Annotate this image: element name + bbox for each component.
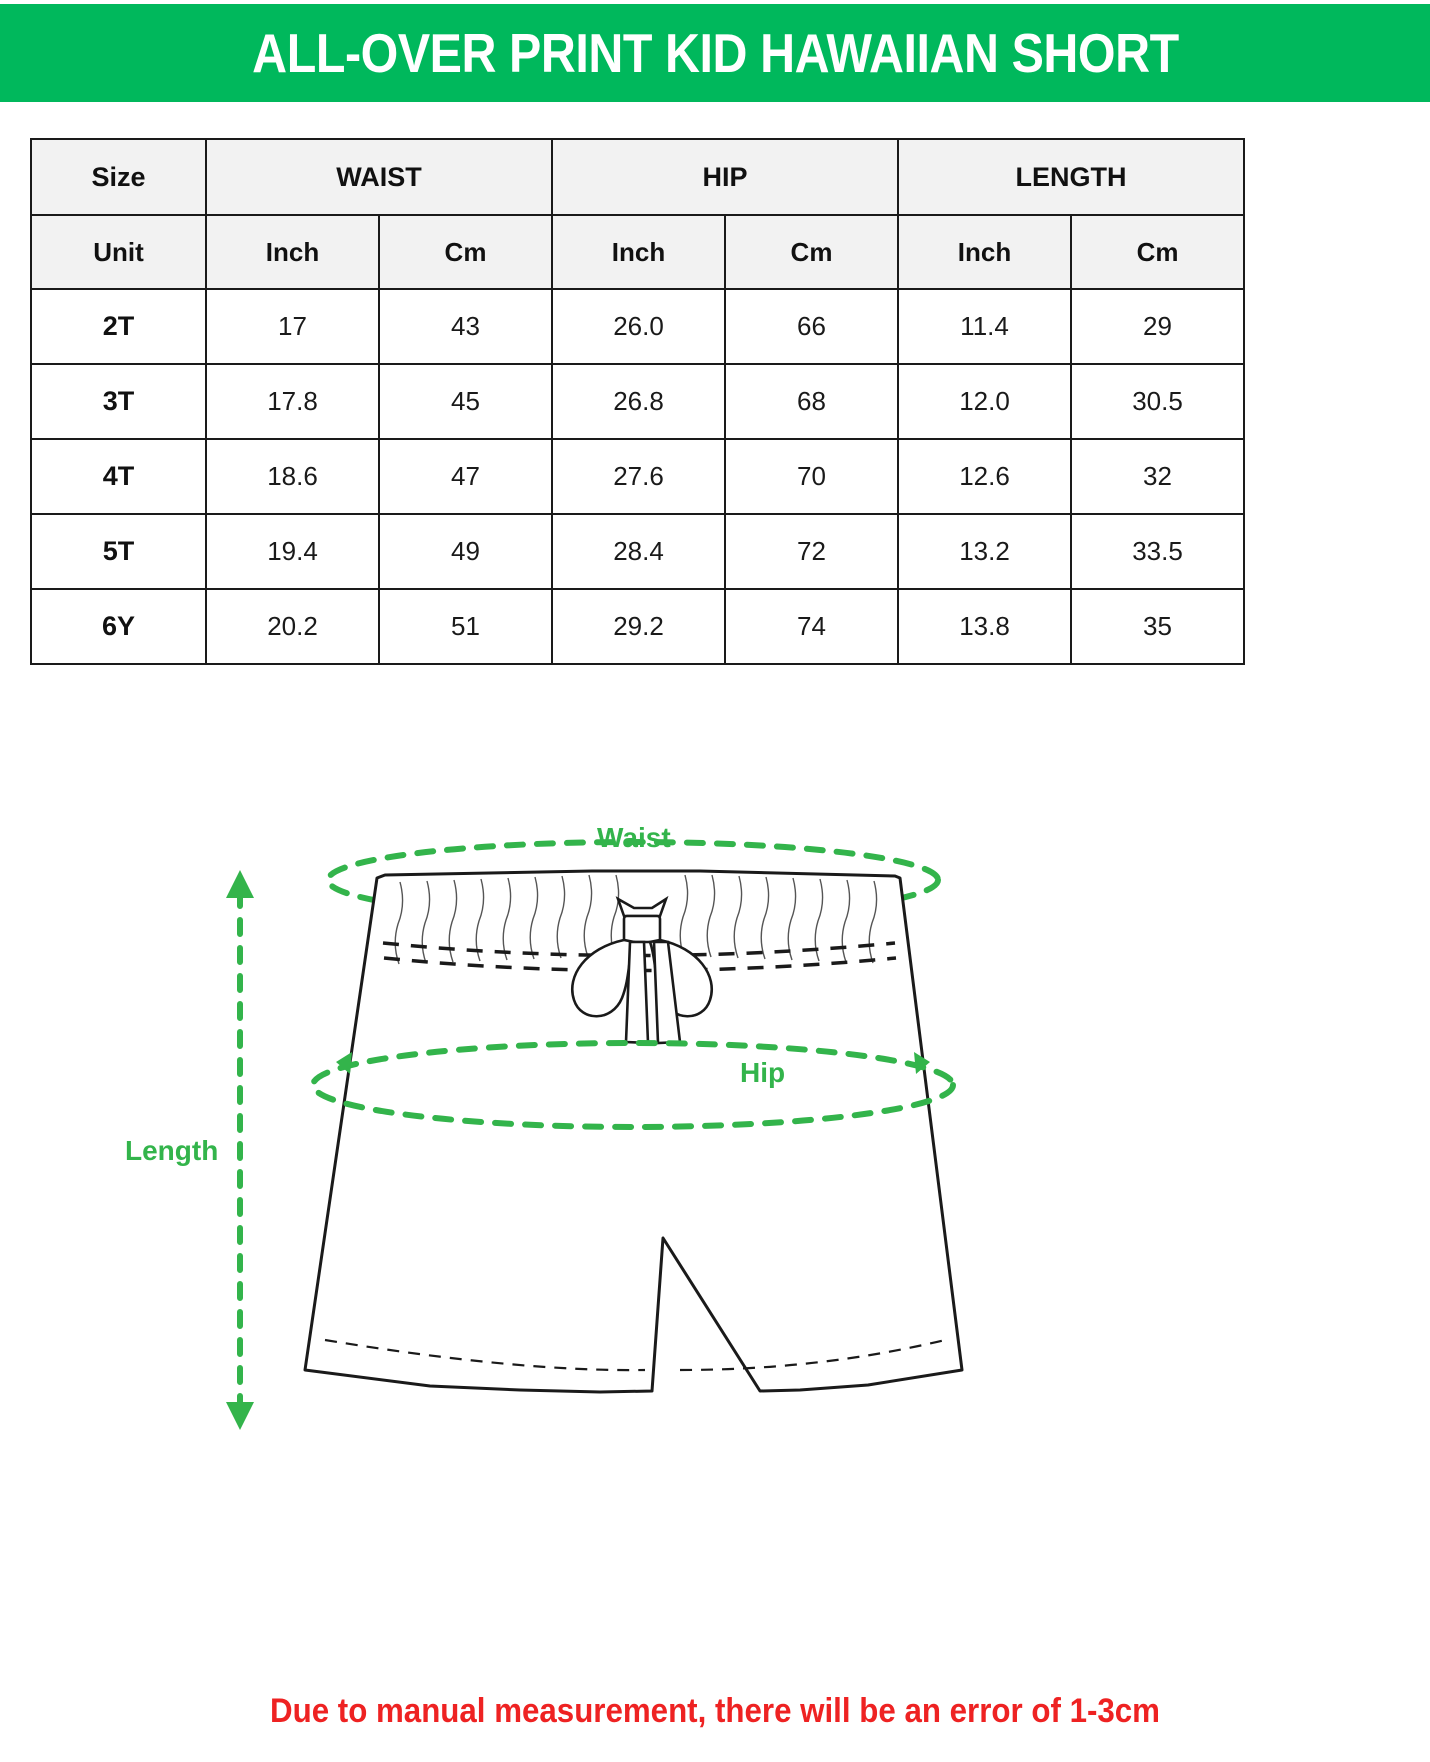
cell-waist-cm: 43 xyxy=(379,289,552,364)
table-row xyxy=(31,289,1244,364)
table-group-header-row xyxy=(31,139,1244,215)
hip-label: Hip xyxy=(740,1057,786,1088)
cell-length-inch: 13.8 xyxy=(898,589,1071,664)
cell-length-cm: 30.5 xyxy=(1071,364,1244,439)
header-unit-length-cm: Cm xyxy=(1071,215,1244,289)
cell-waist-inch: 17 xyxy=(206,289,379,364)
cell-size: 6Y xyxy=(31,589,206,664)
cell-waist-inch: 18.6 xyxy=(206,439,379,514)
header-group-length: LENGTH xyxy=(898,139,1244,215)
cell-length-inch: 13.2 xyxy=(898,514,1071,589)
cell-hip-inch: 28.4 xyxy=(552,514,725,589)
cell-waist-cm: 49 xyxy=(379,514,552,589)
header-unit-waist-inch: Inch xyxy=(206,215,379,289)
cell-length-inch: 12.0 xyxy=(898,364,1071,439)
cell-hip-cm: 70 xyxy=(725,439,898,514)
header-unit-length-inch: Inch xyxy=(898,215,1071,289)
table-row xyxy=(31,439,1244,514)
cell-size: 3T xyxy=(31,364,206,439)
header-unit-waist-cm: Cm xyxy=(379,215,552,289)
header-size: Size xyxy=(31,139,206,215)
table-row xyxy=(31,514,1244,589)
shorts-diagram-svg xyxy=(100,800,1100,1480)
shorts-measurement-diagram xyxy=(100,800,1100,1480)
page-title: ALL-OVER PRINT KID HAWAIIAN SHORT xyxy=(251,22,1179,84)
cell-hip-inch: 29.2 xyxy=(552,589,725,664)
length-arrow-top xyxy=(226,870,254,898)
cell-length-cm: 33.5 xyxy=(1071,514,1244,589)
cell-waist-inch: 20.2 xyxy=(206,589,379,664)
cell-waist-inch: 17.8 xyxy=(206,364,379,439)
cell-hip-inch: 26.8 xyxy=(552,364,725,439)
measurement-disclaimer: Due to manual measurement, there will be an error of 1-3cm xyxy=(269,1692,1160,1730)
cell-waist-cm: 51 xyxy=(379,589,552,664)
table-unit-header-row xyxy=(31,215,1244,289)
cell-length-cm: 29 xyxy=(1071,289,1244,364)
cell-waist-inch: 19.4 xyxy=(206,514,379,589)
cell-size: 4T xyxy=(31,439,206,514)
size-table-body xyxy=(31,289,1244,664)
table-row xyxy=(31,589,1244,664)
header-unit-hip-inch: Inch xyxy=(552,215,725,289)
cell-waist-cm: 47 xyxy=(379,439,552,514)
size-table-container xyxy=(30,138,1245,665)
cell-hip-inch: 27.6 xyxy=(552,439,725,514)
size-table xyxy=(30,138,1245,665)
cell-length-inch: 12.6 xyxy=(898,439,1071,514)
header-unit-label: Unit xyxy=(31,215,206,289)
cell-size: 2T xyxy=(31,289,206,364)
cell-hip-inch: 26.0 xyxy=(552,289,725,364)
length-label: Length xyxy=(125,1135,219,1166)
cell-size: 5T xyxy=(31,514,206,589)
cell-length-inch: 11.4 xyxy=(898,289,1071,364)
hip-arrow-left xyxy=(336,1052,352,1074)
cell-length-cm: 32 xyxy=(1071,439,1244,514)
cell-hip-cm: 72 xyxy=(725,514,898,589)
cell-waist-cm: 45 xyxy=(379,364,552,439)
header-group-waist: WAIST xyxy=(206,139,552,215)
cell-hip-cm: 68 xyxy=(725,364,898,439)
waist-label: Waist xyxy=(597,822,671,853)
header-banner xyxy=(0,4,1430,102)
header-group-hip: HIP xyxy=(552,139,898,215)
header-unit-hip-cm: Cm xyxy=(725,215,898,289)
cell-length-cm: 35 xyxy=(1071,589,1244,664)
cell-hip-cm: 66 xyxy=(725,289,898,364)
table-row xyxy=(31,364,1244,439)
cell-hip-cm: 74 xyxy=(725,589,898,664)
length-arrow-bottom xyxy=(226,1402,254,1430)
